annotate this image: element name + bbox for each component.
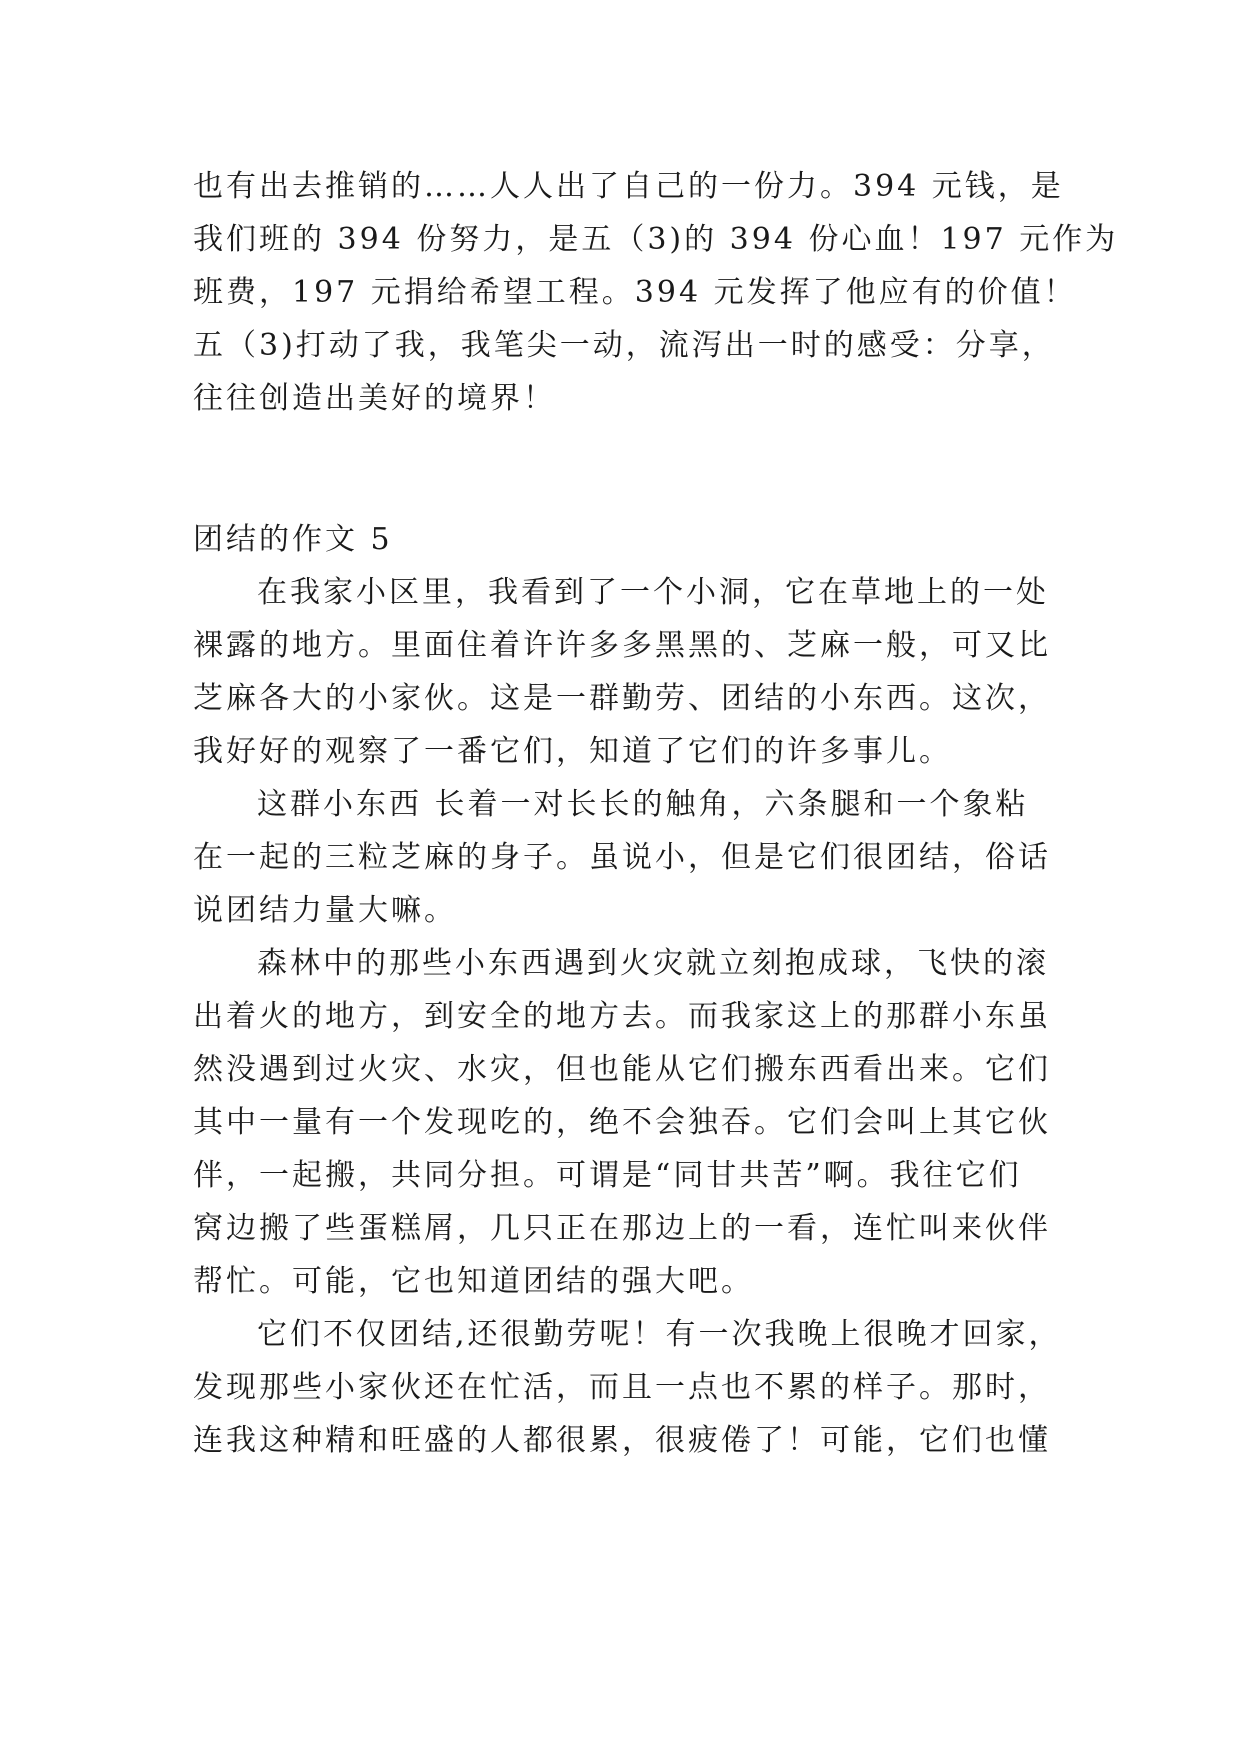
text-line: 我们班的 394 份努力，是五（3)的 394 份心血！197 元作为 bbox=[193, 222, 1119, 257]
heading-text: 团结的作文 5 bbox=[193, 522, 393, 557]
text-line: 帮忙。可能，它也知道团结的强大吧。 bbox=[193, 1264, 754, 1299]
text-line: 其中一量有一个发现吃的，绝不会独吞。它们会叫上其它伙 bbox=[193, 1105, 1051, 1140]
essay-heading bbox=[193, 513, 1073, 566]
text-line: 往往创造出美好的境界！ bbox=[193, 381, 556, 416]
text-line: 在一起的三粒芝麻的身子。虽说小，但是它们很团结，俗话 bbox=[193, 840, 1051, 875]
previous-essay-ending bbox=[193, 160, 1119, 425]
paragraph-start-line: 森林中的那些小东西遇到火灾就立刻抱成球，飞快的滚 bbox=[257, 946, 1049, 981]
text-line: 裸露的地方。里面住着许许多多黑黑的、芝麻一般，可又比 bbox=[193, 628, 1051, 663]
text-line: 连我这种精和旺盛的人都很累，很疲倦了！可能，它们也懂 bbox=[193, 1423, 1051, 1458]
text-line: 班费，197 元捐给希望工程。394 元发挥了他应有的价值！ bbox=[193, 275, 1077, 310]
text-line: 我好好的观察了一番它们，知道了它们的许多事儿。 bbox=[193, 734, 952, 769]
paragraph-start-line: 这群小东西 长着一对长长的触角，六条腿和一个象粘 bbox=[257, 787, 1029, 822]
text-line: 出着火的地方，到安全的地方去。而我家这上的那群小东虽 bbox=[193, 999, 1051, 1034]
essay-body bbox=[193, 566, 1073, 1467]
text-line: 窝边搬了些蛋糕屑，几只正在那边上的一看，连忙叫来伙伴 bbox=[193, 1211, 1051, 1246]
text-line: 五（3)打动了我，我笔尖一动，流泻出一时的感受：分享， bbox=[193, 328, 1055, 363]
text-line: 芝麻各大的小家伙。这是一群勤劳、团结的小东西。这次， bbox=[193, 681, 1051, 716]
text-line: 伴，一起搬，共同分担。可谓是“同甘共苦”啊。我往它们 bbox=[193, 1158, 1022, 1193]
text-line: 也有出去推销的……人人出了自己的一份力。394 元钱，是 bbox=[193, 169, 1064, 204]
text-line: 发现那些小家伙还在忙活，而且一点也不累的样子。那时， bbox=[193, 1370, 1051, 1405]
text-line: 说团结力量大嘛。 bbox=[193, 893, 457, 928]
paragraph-start-line: 在我家小区里，我看到了一个小洞，它在草地上的一处 bbox=[257, 575, 1049, 610]
paragraph-start-line: 它们不仅团结,还很勤劳呢！有一次我晚上很晚才回家， bbox=[257, 1317, 1062, 1352]
text-line: 然没遇到过火灾、水灾，但也能从它们搬东西看出来。它们 bbox=[193, 1052, 1051, 1087]
